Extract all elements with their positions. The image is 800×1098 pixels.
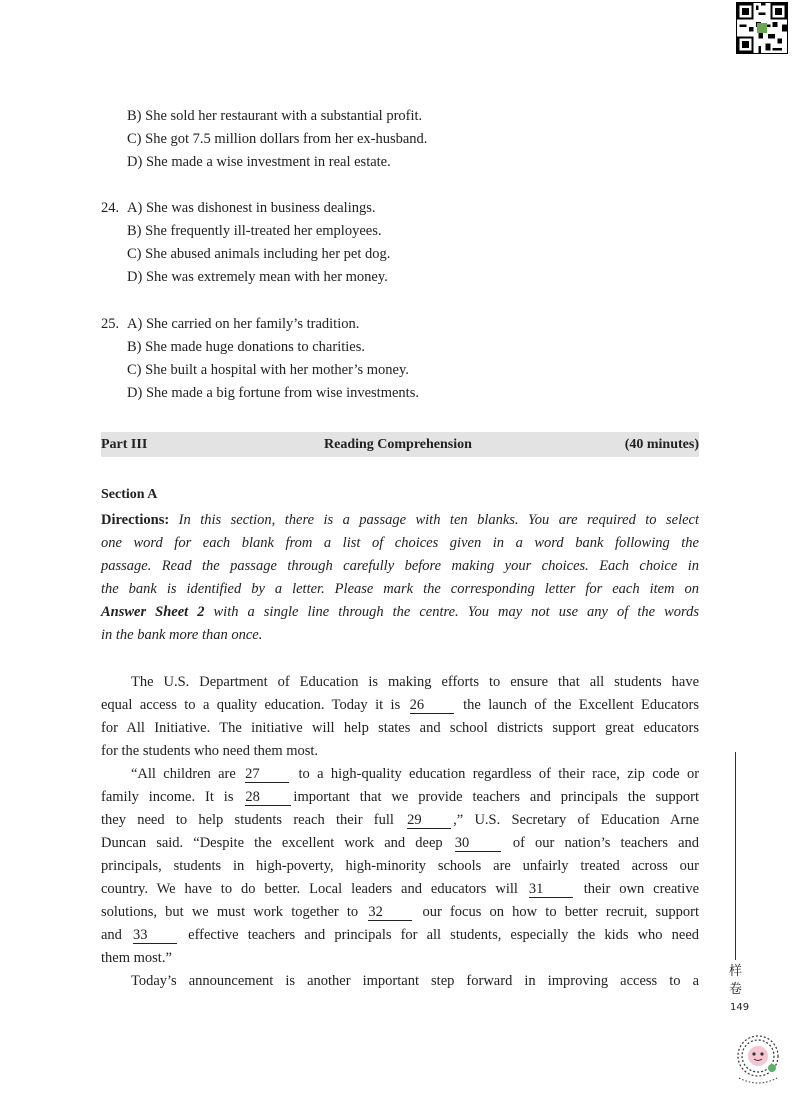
option-text: She was extremely mean with her money. bbox=[145, 269, 388, 285]
passage-text: the launch of the Excellent Educators bbox=[463, 697, 700, 713]
answer-sheet-label: Answer Sheet 2 bbox=[101, 604, 205, 620]
option-text: She carried on her family’s tradition. bbox=[145, 316, 360, 332]
passage-text: ,” U.S. Secretary of Education Arne bbox=[453, 812, 700, 828]
passage-line: The U.S. Department of Education is making efforts to ensure that all students have bbox=[131, 674, 699, 690]
part-label: Part III bbox=[101, 437, 148, 452]
option-text: She made a big fortune from wise investments. bbox=[145, 385, 419, 401]
blank-32[interactable]: 32 bbox=[368, 904, 412, 921]
option-letter: C) bbox=[127, 131, 142, 147]
question-number: 25. bbox=[101, 316, 120, 332]
option-24-c bbox=[101, 245, 390, 263]
option-24-d bbox=[101, 268, 388, 286]
part-time: (40 minutes) bbox=[624, 437, 699, 452]
side-divider bbox=[735, 752, 736, 960]
option-25-d bbox=[101, 384, 419, 402]
directions-line: passage. Read the passage through carefully before making your choices. Each choice in bbox=[101, 558, 699, 574]
passage-line bbox=[101, 902, 699, 922]
passage-line: Today’s announcement is another important step forward in improving access to a bbox=[131, 973, 699, 989]
side-label-char: 卷 bbox=[729, 982, 743, 997]
option-letter: B) bbox=[127, 223, 142, 239]
part-title: Reading Comprehension bbox=[324, 437, 472, 452]
option-letter: D) bbox=[127, 269, 143, 285]
option-letter: D) bbox=[127, 154, 143, 170]
side-label-char: 样 bbox=[729, 964, 743, 979]
blank-27[interactable]: 27 bbox=[245, 766, 289, 783]
option-text: She got 7.5 million dollars from her ex-husband. bbox=[145, 131, 428, 147]
passage-line: them most.” bbox=[101, 950, 172, 966]
part-header-bar bbox=[101, 432, 699, 457]
directions-text: with a single line through the centre. You may not use any of the words bbox=[213, 604, 699, 620]
option-text: She abused animals including her pet dog. bbox=[145, 246, 391, 262]
blank-30[interactable]: 30 bbox=[455, 835, 501, 852]
option-text: She built a hospital with her mother’s money. bbox=[145, 362, 409, 378]
question-number: 24. bbox=[101, 200, 120, 216]
blank-29[interactable]: 29 bbox=[407, 812, 451, 829]
directions-line: one word for each blank from a list of choices given in a word bank following the bbox=[101, 535, 699, 551]
option-letter: C) bbox=[127, 362, 142, 378]
passage-text: family income. It is bbox=[101, 789, 234, 805]
passage-line: principals, students in high-poverty, high-minority schools are unfairly treated across our bbox=[101, 858, 699, 874]
section-title: Section A bbox=[101, 487, 158, 502]
page-number: 149 bbox=[730, 1002, 750, 1013]
option-25-a bbox=[101, 315, 359, 333]
option-25-c bbox=[101, 361, 409, 379]
passage-text: their own creative bbox=[583, 881, 700, 897]
mascot-logo-icon bbox=[735, 1030, 781, 1088]
option-letter: B) bbox=[127, 108, 142, 124]
option-23-c bbox=[101, 130, 427, 148]
passage-text: solutions, but we must work together to bbox=[101, 904, 359, 920]
option-letter: C) bbox=[127, 246, 142, 262]
passage-text: “All children are bbox=[131, 766, 236, 782]
passage-text: important that we provide teachers and principals the support bbox=[293, 789, 700, 805]
qr-code-icon bbox=[736, 2, 788, 54]
passage-line bbox=[101, 787, 699, 807]
option-letter: B) bbox=[127, 339, 142, 355]
directions-line: in the bank more than once. bbox=[101, 627, 263, 643]
option-text: She made huge donations to charities. bbox=[145, 339, 365, 355]
option-letter: A) bbox=[127, 316, 143, 332]
option-text: She made a wise investment in real estate. bbox=[145, 154, 391, 170]
passage-text: and bbox=[101, 927, 122, 943]
passage-line bbox=[101, 810, 699, 830]
option-24-a bbox=[101, 199, 376, 217]
passage-text: equal access to a quality education. Today it is bbox=[101, 697, 401, 713]
option-25-b bbox=[101, 338, 365, 356]
directions-text: In this section, there is a passage with ten blanks. You are required to select bbox=[178, 512, 700, 528]
blank-26[interactable]: 26 bbox=[410, 697, 454, 714]
directions-line bbox=[101, 510, 699, 530]
directions-line bbox=[101, 602, 699, 622]
passage-line bbox=[101, 833, 699, 853]
passage-text: to a high-quality education regardless of their race, zip code or bbox=[298, 766, 700, 782]
passage-text: Duncan said. “Despite the excellent work and deep bbox=[101, 835, 443, 851]
option-letter: D) bbox=[127, 385, 143, 401]
passage-text: of our nation’s teachers and bbox=[512, 835, 699, 851]
option-text: She frequently ill-treated her employees. bbox=[145, 223, 382, 239]
passage-line bbox=[101, 879, 699, 899]
passage-line bbox=[131, 764, 699, 784]
directions-line: the bank is identified by a letter. Please mark the corresponding letter for each item on bbox=[101, 581, 699, 597]
passage-line bbox=[101, 925, 699, 945]
blank-28[interactable]: 28 bbox=[245, 789, 291, 806]
blank-33[interactable]: 33 bbox=[133, 927, 177, 944]
option-24-b bbox=[101, 222, 381, 240]
passage-line: for All Initiative. The initiative will help states and school districts support great educators bbox=[101, 720, 699, 736]
passage-text: effective teachers and principals for all students, especially the kids who need bbox=[188, 927, 700, 943]
option-text: She sold her restaurant with a substantial profit. bbox=[145, 108, 423, 124]
passage-text: they need to help students reach their full bbox=[101, 812, 394, 828]
passage-text: our focus on how to better recruit, support bbox=[422, 904, 700, 920]
option-text: She was dishonest in business dealings. bbox=[145, 200, 376, 216]
option-23-d bbox=[101, 153, 391, 171]
directions-label: Directions: bbox=[101, 512, 170, 528]
blank-31[interactable]: 31 bbox=[529, 881, 573, 898]
option-letter: A) bbox=[127, 200, 143, 216]
passage-line bbox=[101, 695, 699, 715]
passage-line: for the students who need them most. bbox=[101, 743, 319, 759]
passage-text: country. We have to do better. Local leaders and educators will bbox=[101, 881, 518, 897]
option-23-b bbox=[101, 107, 422, 125]
